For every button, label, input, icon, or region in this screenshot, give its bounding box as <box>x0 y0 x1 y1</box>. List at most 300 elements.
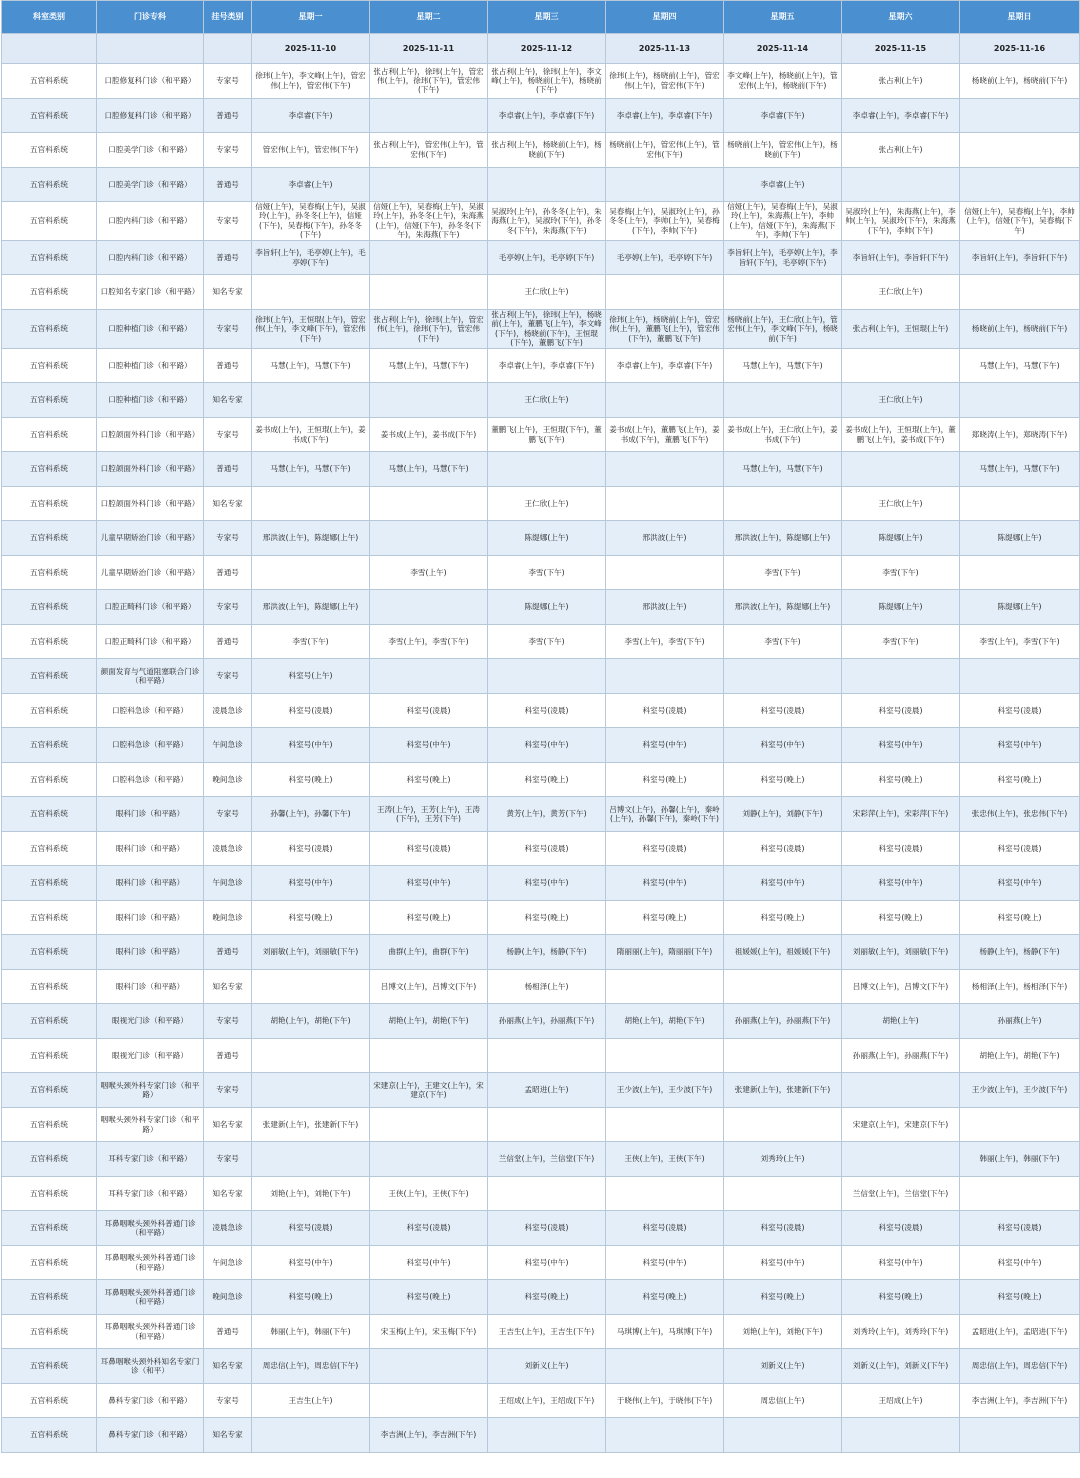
cell-schedule-sunday: 孟昭进(上午)，孟昭进(下午) <box>960 1314 1080 1349</box>
cell-schedule-sunday: 陈缇娜(上午) <box>960 521 1080 556</box>
cell-schedule-sunday: 陈缇娜(上午) <box>960 590 1080 625</box>
header-department-category: 科室类别 <box>2 1 97 34</box>
cell-registration-type: 专家号 <box>204 659 252 694</box>
cell-schedule-friday: 祖媛媛(上午)，祖媛媛(下午) <box>724 935 842 970</box>
cell-registration-type: 专家号 <box>204 590 252 625</box>
cell-schedule-friday <box>724 1418 842 1453</box>
table-row <box>2 1418 1080 1453</box>
cell-clinic: 口腔内科门诊（和平路） <box>97 240 204 275</box>
table-row <box>2 133 1080 168</box>
cell-department-category: 五官科系统 <box>2 831 97 866</box>
cell-schedule-sunday: 科室号(中午) <box>960 866 1080 901</box>
cell-schedule-saturday: 李卓睿(上午)，李卓睿(下午) <box>842 98 960 133</box>
cell-schedule-monday: 徐玮(上午)，李文峰(上午)，管宏伟(上午)，管宏伟(下午) <box>252 64 370 99</box>
cell-schedule-saturday: 陈缇娜(上午) <box>842 521 960 556</box>
cell-registration-type: 知名专家 <box>204 1418 252 1453</box>
cell-schedule-friday: 科室号(中午) <box>724 728 842 763</box>
cell-schedule-thursday <box>606 555 724 590</box>
cell-schedule-monday: 刘丽敏(上午)，刘丽敏(下午) <box>252 935 370 970</box>
table-row <box>2 1004 1080 1039</box>
cell-schedule-thursday: 于晓伟(上午)，于晓伟(下午) <box>606 1383 724 1418</box>
cell-schedule-monday: 科室号(中午) <box>252 1245 370 1280</box>
cell-registration-type: 晚间急诊 <box>204 900 252 935</box>
table-row <box>2 240 1080 275</box>
cell-schedule-wednesday: 杨相泽(上午) <box>488 969 606 1004</box>
schedule-table <box>1 0 1080 1453</box>
cell-schedule-tuesday: 科室号(中午) <box>370 866 488 901</box>
cell-schedule-sunday <box>960 98 1080 133</box>
cell-schedule-saturday <box>842 452 960 487</box>
cell-schedule-tuesday: 李雪(上午) <box>370 555 488 590</box>
cell-schedule-friday: 李文峰(上午)，杨晓前(上午)，管宏伟(上午)，杨晓前(下午) <box>724 64 842 99</box>
cell-clinic: 耳鼻咽喉头颈外科普通门诊（和平路） <box>97 1245 204 1280</box>
cell-clinic: 口腔科急诊（和平路） <box>97 728 204 763</box>
cell-registration-type: 普通号 <box>204 452 252 487</box>
cell-schedule-tuesday <box>370 98 488 133</box>
cell-schedule-monday <box>252 275 370 310</box>
cell-registration-type: 普通号 <box>204 1314 252 1349</box>
cell-schedule-friday: 科室号(凌晨) <box>724 831 842 866</box>
header-monday: 星期一 <box>252 1 370 34</box>
cell-schedule-thursday <box>606 452 724 487</box>
cell-schedule-monday: 周忠信(上午)，周忠信(下午) <box>252 1349 370 1384</box>
cell-schedule-tuesday <box>370 1142 488 1177</box>
table-row <box>2 202 1080 241</box>
cell-department-category: 五官科系统 <box>2 1280 97 1315</box>
cell-schedule-thursday <box>606 659 724 694</box>
cell-schedule-friday: 科室号(中午) <box>724 1245 842 1280</box>
date-blank <box>97 34 204 64</box>
table-row <box>2 1073 1080 1108</box>
cell-schedule-friday: 科室号(晚上) <box>724 900 842 935</box>
cell-schedule-monday: 王吉生(上午) <box>252 1383 370 1418</box>
cell-schedule-sunday: 杨静(上午)，杨静(下午) <box>960 935 1080 970</box>
cell-schedule-monday: 徐玮(上午)，王恒琨(上午)，管宏伟(上午)，李文峰(下午)，管宏伟(下午) <box>252 309 370 348</box>
cell-clinic: 眼科门诊（和平路） <box>97 866 204 901</box>
cell-schedule-wednesday: 孙丽燕(上午)，孙丽燕(下午) <box>488 1004 606 1039</box>
cell-department-category: 五官科系统 <box>2 486 97 521</box>
cell-clinic: 鼻科专家门诊（和平路） <box>97 1383 204 1418</box>
cell-schedule-friday: 科室号(中午) <box>724 866 842 901</box>
cell-schedule-monday <box>252 969 370 1004</box>
cell-schedule-sunday: 信娅(上午)，吴春梅(上午)，李帅(上午)，信娅(下午)，吴春梅(下午) <box>960 202 1080 241</box>
cell-schedule-friday <box>724 659 842 694</box>
cell-schedule-saturday: 科室号(中午) <box>842 866 960 901</box>
cell-department-category: 五官科系统 <box>2 590 97 625</box>
cell-clinic: 咽喉头颈外科专家门诊（和平路） <box>97 1107 204 1142</box>
cell-schedule-thursday: 科室号(中午) <box>606 1245 724 1280</box>
cell-department-category: 五官科系统 <box>2 693 97 728</box>
cell-registration-type: 专家号 <box>204 309 252 348</box>
cell-schedule-wednesday: 黄芳(上午)，黄芳(下午) <box>488 797 606 832</box>
cell-schedule-saturday: 科室号(凌晨) <box>842 831 960 866</box>
cell-clinic: 眼科门诊（和平路） <box>97 831 204 866</box>
cell-schedule-saturday: 王绍成(上午) <box>842 1383 960 1418</box>
cell-clinic: 眼科门诊（和平路） <box>97 797 204 832</box>
cell-registration-type: 普通号 <box>204 935 252 970</box>
cell-schedule-thursday <box>606 167 724 202</box>
cell-department-category: 五官科系统 <box>2 624 97 659</box>
cell-schedule-tuesday <box>370 486 488 521</box>
cell-schedule-saturday: 宋建京(上午)，宋建京(下午) <box>842 1107 960 1142</box>
header-friday: 星期五 <box>724 1 842 34</box>
cell-schedule-thursday: 吕博文(上午)，孙馨(上午)，秦岭(上午)，孙馨(下午)，秦岭(下午) <box>606 797 724 832</box>
cell-schedule-wednesday <box>488 452 606 487</box>
cell-schedule-sunday: 周忠信(上午)，周忠信(下午) <box>960 1349 1080 1384</box>
cell-schedule-monday: 邢洪波(上午)，陈缇娜(上午) <box>252 590 370 625</box>
cell-schedule-tuesday: 王涛(上午)，王芳(上午)，王涛(下午)，王芳(下午) <box>370 797 488 832</box>
header-sunday: 星期日 <box>960 1 1080 34</box>
cell-schedule-saturday: 姜书成(上午)，王恒琨(上午)，董鹏飞(上午)，姜书成(下午) <box>842 417 960 452</box>
cell-schedule-saturday: 宋彩萍(上午)，宋彩萍(下午) <box>842 797 960 832</box>
cell-registration-type: 专家号 <box>204 1073 252 1108</box>
cell-schedule-saturday <box>842 659 960 694</box>
cell-clinic: 口腔颌面外科门诊（和平路） <box>97 452 204 487</box>
table-row <box>2 1280 1080 1315</box>
cell-schedule-sunday: 张忠伟(上午)，张忠伟(下午) <box>960 797 1080 832</box>
cell-schedule-tuesday: 姜书成(上午)，姜书成(下午) <box>370 417 488 452</box>
cell-schedule-saturday <box>842 1073 960 1108</box>
date-monday: 2025-11-10 <box>252 34 370 64</box>
cell-schedule-tuesday: 科室号(晚上) <box>370 762 488 797</box>
table-row <box>2 659 1080 694</box>
cell-clinic: 耳鼻咽喉头颈外科普通门诊（和平路） <box>97 1314 204 1349</box>
cell-clinic: 口腔修复科门诊（和平路） <box>97 98 204 133</box>
cell-schedule-saturday: 科室号(中午) <box>842 1245 960 1280</box>
cell-clinic: 儿童早期矫治门诊（和平路） <box>97 521 204 556</box>
cell-schedule-saturday: 张占利(上午)，王恒琨(上午) <box>842 309 960 348</box>
date-blank <box>2 34 97 64</box>
cell-registration-type: 专家号 <box>204 417 252 452</box>
cell-schedule-monday: 韩丽(上午)，韩丽(下午) <box>252 1314 370 1349</box>
cell-schedule-thursday: 科室号(晚上) <box>606 1280 724 1315</box>
cell-schedule-friday: 李卓睿(上午) <box>724 167 842 202</box>
cell-clinic: 耳科专家门诊（和平路） <box>97 1176 204 1211</box>
cell-schedule-friday: 杨晓前(上午)，管宏伟(上午)，杨晓前(下午) <box>724 133 842 168</box>
cell-schedule-thursday: 科室号(中午) <box>606 728 724 763</box>
table-row <box>2 348 1080 383</box>
cell-clinic: 口腔美学门诊（和平路） <box>97 167 204 202</box>
cell-registration-type: 专家号 <box>204 1142 252 1177</box>
cell-schedule-monday: 马慧(上午)，马慧(下午) <box>252 348 370 383</box>
cell-schedule-sunday: 科室号(凌晨) <box>960 1211 1080 1246</box>
cell-schedule-monday: 科室号(晚上) <box>252 1280 370 1315</box>
cell-schedule-monday: 管宏伟(上午)，管宏伟(下午) <box>252 133 370 168</box>
cell-clinic: 耳科专家门诊（和平路） <box>97 1142 204 1177</box>
table-row <box>2 797 1080 832</box>
cell-schedule-tuesday: 科室号(凌晨) <box>370 831 488 866</box>
cell-schedule-thursday: 吴春梅(上午)，吴淑玲(上午)，孙冬冬(上午)，李帅(上午)，吴春梅(下午)，李帅(下午) <box>606 202 724 241</box>
cell-registration-type: 午间急诊 <box>204 728 252 763</box>
cell-schedule-friday: 孙丽燕(上午)，孙丽燕(下午) <box>724 1004 842 1039</box>
cell-clinic: 口腔内科门诊（和平路） <box>97 202 204 241</box>
cell-schedule-thursday: 隋丽丽(上午)，隋丽丽(下午) <box>606 935 724 970</box>
cell-schedule-thursday: 徐玮(上午)，杨晓前(上午)，管宏伟(上午)，管宏伟(下午) <box>606 64 724 99</box>
cell-schedule-tuesday: 科室号(中午) <box>370 728 488 763</box>
cell-schedule-thursday: 毛亭婷(上午)，毛亭婷(下午) <box>606 240 724 275</box>
cell-registration-type: 专家号 <box>204 133 252 168</box>
cell-schedule-wednesday: 兰信堂(上午)，兰信堂(下午) <box>488 1142 606 1177</box>
table-row <box>2 1142 1080 1177</box>
cell-schedule-saturday <box>842 167 960 202</box>
cell-schedule-tuesday: 科室号(凌晨) <box>370 1211 488 1246</box>
table-row <box>2 167 1080 202</box>
cell-schedule-friday: 邢洪波(上午)，陈缇娜(上午) <box>724 590 842 625</box>
cell-registration-type: 晚间急诊 <box>204 1280 252 1315</box>
table-row <box>2 98 1080 133</box>
cell-schedule-saturday <box>842 1418 960 1453</box>
cell-schedule-wednesday: 毛亭婷(上午)，毛亭婷(下午) <box>488 240 606 275</box>
header-row <box>2 1 1080 34</box>
cell-clinic: 口腔知名专家门诊（和平路） <box>97 275 204 310</box>
cell-schedule-monday: 张建新(上午)，张建新(下午) <box>252 1107 370 1142</box>
cell-schedule-tuesday: 张占利(上午)，徐玮(上午)，管宏伟(上午)，徐玮(下午)，管宏伟(下午) <box>370 64 488 99</box>
cell-department-category: 五官科系统 <box>2 1245 97 1280</box>
cell-schedule-friday: 邢洪波(上午)，陈缇娜(上午) <box>724 521 842 556</box>
cell-schedule-sunday: 杨相泽(上午)，杨相泽(下午) <box>960 969 1080 1004</box>
cell-department-category: 五官科系统 <box>2 309 97 348</box>
table-row <box>2 383 1080 418</box>
cell-schedule-sunday: 科室号(中午) <box>960 1245 1080 1280</box>
table-row <box>2 1176 1080 1211</box>
cell-schedule-thursday <box>606 486 724 521</box>
cell-schedule-friday: 马慧(上午)，马慧(下午) <box>724 452 842 487</box>
cell-schedule-wednesday <box>488 1176 606 1211</box>
cell-schedule-sunday <box>960 167 1080 202</box>
cell-department-category: 五官科系统 <box>2 1038 97 1073</box>
cell-schedule-tuesday <box>370 1349 488 1384</box>
cell-schedule-friday <box>724 486 842 521</box>
cell-clinic: 口腔颌面外科门诊（和平路） <box>97 486 204 521</box>
cell-clinic: 儿童早期矫治门诊（和平路） <box>97 555 204 590</box>
date-saturday: 2025-11-15 <box>842 34 960 64</box>
cell-schedule-wednesday: 董鹏飞(上午)，王恒琨(下午)，董鹏飞(下午) <box>488 417 606 452</box>
cell-clinic: 口腔种植门诊（和平路） <box>97 309 204 348</box>
cell-schedule-monday: 科室号(上午) <box>252 659 370 694</box>
cell-department-category: 五官科系统 <box>2 728 97 763</box>
cell-clinic: 口腔修复科门诊（和平路） <box>97 64 204 99</box>
cell-schedule-tuesday: 吕博文(上午)，吕博文(下午) <box>370 969 488 1004</box>
date-friday: 2025-11-14 <box>724 34 842 64</box>
cell-registration-type: 午间急诊 <box>204 1245 252 1280</box>
cell-schedule-friday: 李卓睿(下午) <box>724 98 842 133</box>
cell-schedule-thursday: 李卓睿(上午)，李卓睿(下午) <box>606 348 724 383</box>
cell-clinic: 口腔种植门诊（和平路） <box>97 383 204 418</box>
cell-schedule-thursday: 马琪博(上午)，马琪博(下午) <box>606 1314 724 1349</box>
cell-schedule-sunday: 杨晓前(上午)，杨晓前(下午) <box>960 64 1080 99</box>
cell-registration-type: 知名专家 <box>204 1107 252 1142</box>
cell-schedule-tuesday: 马慧(上午)，马慧(下午) <box>370 348 488 383</box>
cell-registration-type: 凌晨急诊 <box>204 693 252 728</box>
cell-department-category: 五官科系统 <box>2 452 97 487</box>
cell-registration-type: 专家号 <box>204 1383 252 1418</box>
cell-schedule-wednesday: 李卓睿(上午)，李卓睿(下午) <box>488 98 606 133</box>
cell-registration-type: 知名专家 <box>204 383 252 418</box>
date-row <box>2 34 1080 64</box>
cell-schedule-monday: 李旨轩(上午)，毛亭婷(上午)，毛亭婷(下午) <box>252 240 370 275</box>
cell-clinic: 眼科门诊（和平路） <box>97 900 204 935</box>
cell-registration-type: 普通号 <box>204 240 252 275</box>
cell-department-category: 五官科系统 <box>2 1176 97 1211</box>
cell-schedule-saturday: 科室号(凌晨) <box>842 1211 960 1246</box>
cell-schedule-friday <box>724 969 842 1004</box>
cell-schedule-monday: 邢洪波(上午)，陈缇娜(上午) <box>252 521 370 556</box>
cell-clinic: 口腔正畸科门诊（和平路） <box>97 624 204 659</box>
cell-department-category: 五官科系统 <box>2 167 97 202</box>
cell-clinic: 耳鼻咽喉头颈外科普通门诊（和平路） <box>97 1211 204 1246</box>
cell-registration-type: 知名专家 <box>204 275 252 310</box>
header-thursday: 星期四 <box>606 1 724 34</box>
cell-schedule-monday: 马慧(上午)，马慧(下午) <box>252 452 370 487</box>
cell-schedule-wednesday: 杨静(上午)，杨静(下午) <box>488 935 606 970</box>
cell-department-category: 五官科系统 <box>2 417 97 452</box>
cell-schedule-saturday: 科室号(晚上) <box>842 900 960 935</box>
cell-department-category: 五官科系统 <box>2 1383 97 1418</box>
schedule-body <box>2 64 1080 1453</box>
cell-clinic: 口腔种植门诊（和平路） <box>97 348 204 383</box>
cell-schedule-sunday: 王少波(上午)，王少波(下午) <box>960 1073 1080 1108</box>
cell-schedule-tuesday <box>370 1107 488 1142</box>
cell-schedule-saturday: 李雪(下午) <box>842 555 960 590</box>
cell-schedule-tuesday: 科室号(晚上) <box>370 900 488 935</box>
cell-registration-type: 普通号 <box>204 167 252 202</box>
cell-schedule-thursday: 科室号(凌晨) <box>606 693 724 728</box>
cell-registration-type: 普通号 <box>204 98 252 133</box>
date-thursday: 2025-11-13 <box>606 34 724 64</box>
cell-schedule-monday: 科室号(中午) <box>252 866 370 901</box>
header-registration-type: 挂号类别 <box>204 1 252 34</box>
cell-schedule-friday: 张建新(上午)，张建新(下午) <box>724 1073 842 1108</box>
cell-department-category: 五官科系统 <box>2 202 97 241</box>
cell-schedule-saturday: 张占利(上午) <box>842 133 960 168</box>
cell-schedule-thursday <box>606 1176 724 1211</box>
cell-schedule-friday: 李雪(下午) <box>724 624 842 659</box>
cell-schedule-thursday: 科室号(晚上) <box>606 762 724 797</box>
cell-schedule-wednesday: 科室号(晚上) <box>488 1280 606 1315</box>
cell-clinic: 耳鼻咽喉头颈外科知名专家门诊（和平） <box>97 1349 204 1384</box>
cell-schedule-monday: 科室号(晚上) <box>252 762 370 797</box>
cell-schedule-friday <box>724 383 842 418</box>
cell-department-category: 五官科系统 <box>2 383 97 418</box>
cell-schedule-thursday: 科室号(凌晨) <box>606 1211 724 1246</box>
header-tuesday: 星期二 <box>370 1 488 34</box>
table-row <box>2 555 1080 590</box>
cell-registration-type: 午间急诊 <box>204 866 252 901</box>
table-row <box>2 969 1080 1004</box>
table-row <box>2 417 1080 452</box>
cell-schedule-saturday: 李旨轩(上午)，李旨轩(下午) <box>842 240 960 275</box>
date-tuesday: 2025-11-11 <box>370 34 488 64</box>
table-row <box>2 275 1080 310</box>
cell-schedule-sunday: 科室号(中午) <box>960 728 1080 763</box>
cell-schedule-tuesday: 曲群(上午)，曲群(下午) <box>370 935 488 970</box>
cell-department-category: 五官科系统 <box>2 866 97 901</box>
cell-schedule-sunday: 韩丽(上午)，韩丽(下午) <box>960 1142 1080 1177</box>
cell-schedule-monday <box>252 486 370 521</box>
cell-schedule-monday: 刘艳(上午)，刘艳(下午) <box>252 1176 370 1211</box>
cell-schedule-sunday: 杨晓前(上午)，杨晓前(下午) <box>960 309 1080 348</box>
cell-schedule-thursday: 邢洪波(上午) <box>606 590 724 625</box>
cell-schedule-wednesday: 王吉生(上午)，王吉生(下午) <box>488 1314 606 1349</box>
cell-registration-type: 专家号 <box>204 521 252 556</box>
cell-schedule-thursday <box>606 1349 724 1384</box>
cell-schedule-tuesday: 李雪(上午)，李雪(下午) <box>370 624 488 659</box>
cell-schedule-thursday: 李雪(上午)，李雪(下午) <box>606 624 724 659</box>
cell-schedule-thursday: 姜书成(上午)，董鹏飞(上午)，姜书成(下午)，董鹏飞(下午) <box>606 417 724 452</box>
table-row <box>2 309 1080 348</box>
cell-clinic: 口腔科急诊（和平路） <box>97 693 204 728</box>
cell-schedule-thursday: 李卓睿(上午)，李卓睿(下午) <box>606 98 724 133</box>
cell-schedule-friday: 刘艳(上午)，刘艳(下午) <box>724 1314 842 1349</box>
cell-schedule-tuesday <box>370 383 488 418</box>
cell-department-category: 五官科系统 <box>2 275 97 310</box>
cell-schedule-monday: 科室号(凌晨) <box>252 693 370 728</box>
cell-schedule-friday: 刘静(上午)，刘静(下午) <box>724 797 842 832</box>
cell-schedule-monday <box>252 1142 370 1177</box>
table-row <box>2 590 1080 625</box>
cell-schedule-thursday: 科室号(凌晨) <box>606 831 724 866</box>
cell-schedule-friday: 科室号(晚上) <box>724 1280 842 1315</box>
cell-schedule-wednesday: 李雪(下午) <box>488 555 606 590</box>
header-wednesday: 星期三 <box>488 1 606 34</box>
table-row <box>2 1107 1080 1142</box>
cell-schedule-tuesday <box>370 659 488 694</box>
cell-schedule-tuesday: 宋玉梅(上午)，宋玉梅(下午) <box>370 1314 488 1349</box>
cell-schedule-friday: 科室号(凌晨) <box>724 693 842 728</box>
cell-schedule-sunday <box>960 275 1080 310</box>
cell-department-category: 五官科系统 <box>2 659 97 694</box>
cell-schedule-sunday: 郑晓涛(上午)，郑晓涛(下午) <box>960 417 1080 452</box>
cell-schedule-thursday: 科室号(中午) <box>606 866 724 901</box>
cell-schedule-tuesday: 马慧(上午)，马慧(下午) <box>370 452 488 487</box>
table-row <box>2 452 1080 487</box>
cell-schedule-wednesday: 科室号(凌晨) <box>488 831 606 866</box>
cell-schedule-thursday: 徐玮(上午)，杨晓前(上午)，管宏伟(上午)，董鹏飞(上午)，管宏伟(下午)，董鹏飞(下午) <box>606 309 724 348</box>
table-row <box>2 1383 1080 1418</box>
cell-registration-type: 凌晨急诊 <box>204 1211 252 1246</box>
cell-schedule-monday: 孙馨(上午)，孙馨(下午) <box>252 797 370 832</box>
cell-schedule-monday: 李雪(下午) <box>252 624 370 659</box>
cell-schedule-tuesday: 王侠(上午)，王侠(下午) <box>370 1176 488 1211</box>
cell-schedule-wednesday: 科室号(凌晨) <box>488 1211 606 1246</box>
cell-department-category: 五官科系统 <box>2 98 97 133</box>
cell-schedule-friday: 周忠信(上午) <box>724 1383 842 1418</box>
table-row <box>2 1245 1080 1280</box>
cell-schedule-tuesday: 李吉洲(上午)，李吉洲(下午) <box>370 1418 488 1453</box>
cell-schedule-wednesday: 王仁欣(上午) <box>488 383 606 418</box>
cell-schedule-thursday <box>606 383 724 418</box>
cell-schedule-tuesday: 张占利(上午)，徐玮(上午)，管宏伟(上午)，徐玮(下午)，管宏伟(下午) <box>370 309 488 348</box>
cell-department-category: 五官科系统 <box>2 1314 97 1349</box>
cell-schedule-sunday <box>960 1107 1080 1142</box>
cell-schedule-thursday: 邢洪波(上午) <box>606 521 724 556</box>
cell-clinic: 口腔颌面外科门诊（和平路） <box>97 417 204 452</box>
cell-clinic: 口腔正畸科门诊（和平路） <box>97 590 204 625</box>
cell-department-category: 五官科系统 <box>2 969 97 1004</box>
cell-schedule-tuesday <box>370 275 488 310</box>
cell-schedule-saturday: 刘秀玲(上午)，刘秀玲(下午) <box>842 1314 960 1349</box>
cell-schedule-sunday <box>960 1176 1080 1211</box>
table-row <box>2 1038 1080 1073</box>
cell-schedule-tuesday <box>370 240 488 275</box>
cell-clinic: 耳鼻咽喉头颈外科普通门诊（和平路） <box>97 1280 204 1315</box>
cell-schedule-friday: 杨晓前(上午)，王仁欣(上午)，管宏伟(上午)，李文峰(下午)，杨晓前(下午) <box>724 309 842 348</box>
cell-department-category: 五官科系统 <box>2 521 97 556</box>
cell-department-category: 五官科系统 <box>2 797 97 832</box>
table-row <box>2 624 1080 659</box>
cell-schedule-saturday: 兰信堂(上午)，兰信堂(下午) <box>842 1176 960 1211</box>
cell-schedule-wednesday: 王绍成(上午)，王绍成(下午) <box>488 1383 606 1418</box>
